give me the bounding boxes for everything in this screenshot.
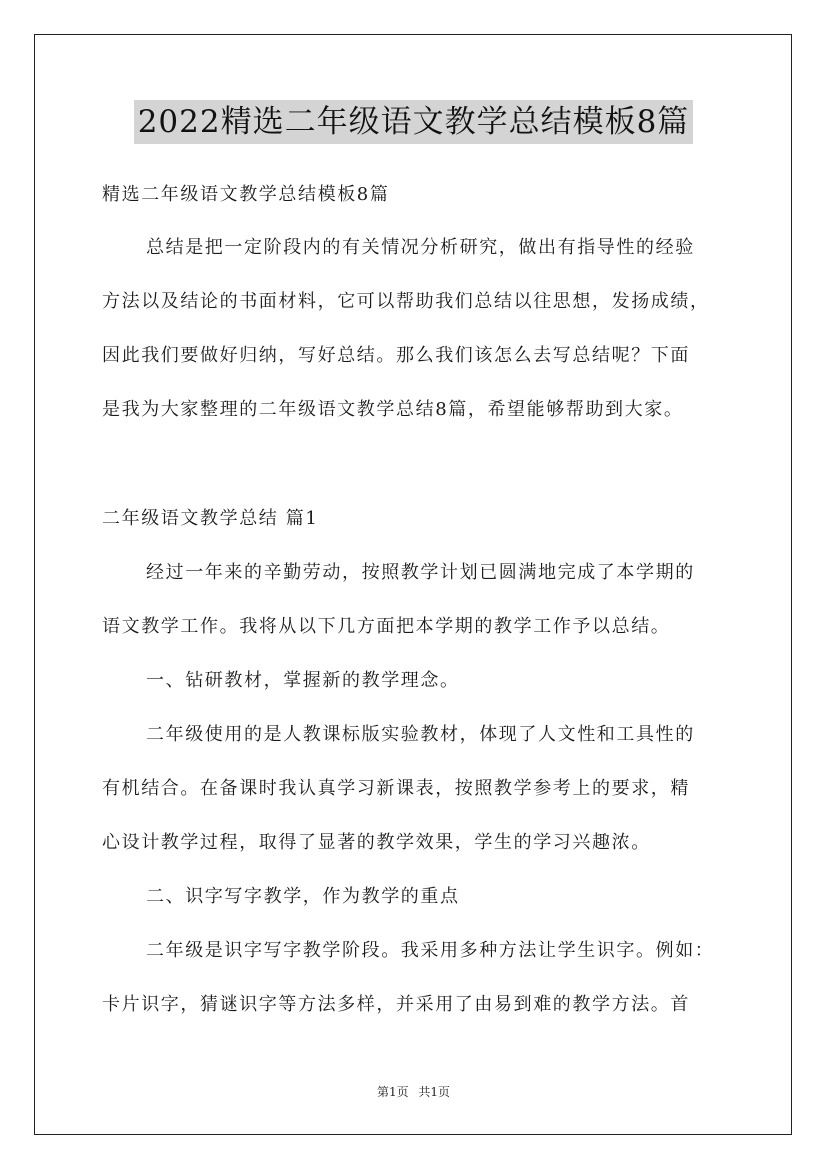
paragraph-line: 经过一年来的辛勤劳动，按照教学计划已圆满地完成了本学期的 — [146, 562, 695, 583]
paragraph-line: 方法以及结论的书面材料，它可以帮助我们总结以往思想，发扬成绩， — [102, 291, 710, 312]
paragraph-line: 是我为大家整理的二年级语文教学总结8篇，希望能够帮助到大家。 — [102, 399, 684, 420]
paragraph-line: 卡片识字，猜谜识字等方法多样，并采用了由易到难的教学方法。首 — [102, 994, 690, 1015]
paragraph-line: 心设计教学过程，取得了显著的教学效果，学生的学习兴趣浓。 — [102, 832, 651, 853]
paragraph-line: 二年级是识字写字教学阶段。我采用多种方法让学生识字。例如： — [146, 940, 715, 961]
document-subtitle: 精选二年级语文教学总结模板8篇 — [102, 184, 390, 205]
page-footer — [0, 1084, 827, 1100]
section-heading: 二年级语文教学总结 篇1 — [102, 508, 319, 529]
paragraph-line: 有机结合。在备课时我认真学习新课表，按照教学参考上的要求，精 — [102, 778, 690, 799]
subheading: 二、识字写字教学，作为教学的重点 — [146, 886, 460, 907]
subheading: 一、钻研教材，掌握新的教学理念。 — [146, 670, 460, 691]
page-number: 第1页 — [376, 1085, 409, 1099]
page-total: 共1页 — [418, 1085, 451, 1099]
paragraph-line: 因此我们要做好归纳，写好总结。那么我们该怎么去写总结呢？下面 — [102, 345, 690, 366]
paragraph-line: 总结是把一定阶段内的有关情况分析研究，做出有指导性的经验 — [146, 237, 695, 258]
title-block — [0, 100, 827, 144]
document-title: 2022精选二年级语文教学总结模板8篇 — [134, 100, 694, 144]
paragraph-line: 二年级使用的是人教课标版实验教材，体现了人文性和工具性的 — [146, 724, 695, 745]
paragraph-line: 语文教学工作。我将从以下几方面把本学期的教学工作予以总结。 — [102, 616, 671, 637]
